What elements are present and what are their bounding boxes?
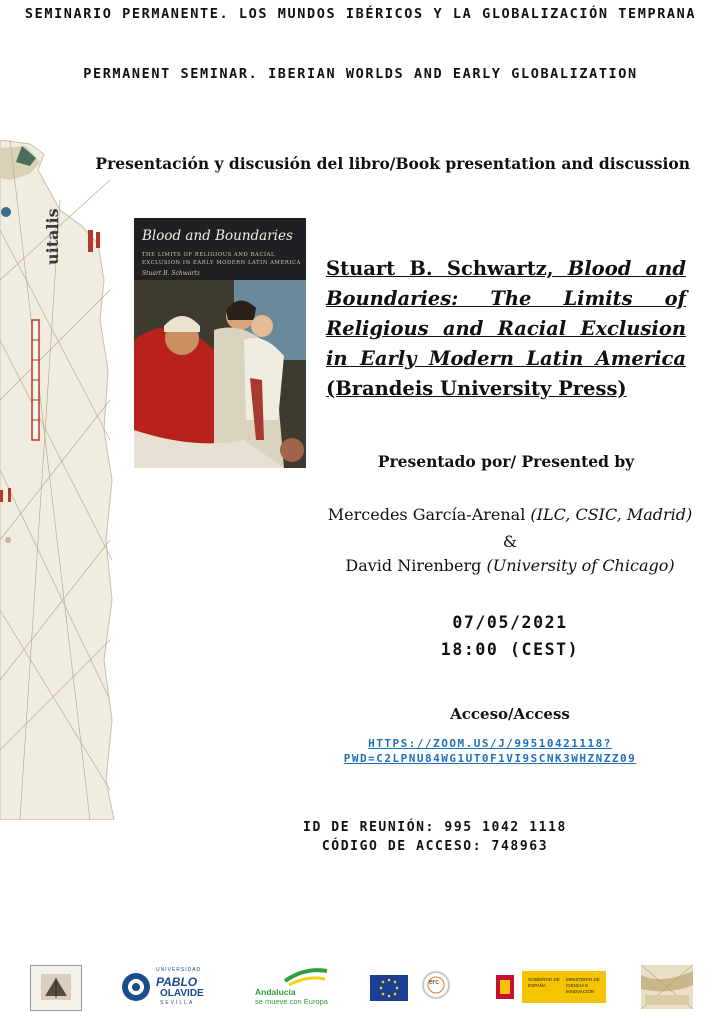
meeting-id: ID DE REUNIÓN: 995 1042 1118: [303, 820, 567, 835]
map-thumbnail-logo: [641, 965, 693, 1009]
zoom-link-password[interactable]: PWD=C2LPNU84WG1UT0F1VI9SCNK3WHZNZZ09: [343, 752, 637, 765]
ministry-label-1: GOBIERNO DE ESPAÑA: [528, 977, 560, 988]
scale-bar-decoration: [32, 320, 39, 440]
access-code: CÓDIGO DE ACCESO: 748963: [321, 839, 549, 854]
ministry-science-logo: [488, 965, 606, 1009]
cover-subtitle: THE LIMITS OF RELIGIOUS AND RACIAL EXCLUSION IN EARLY MODERN LATIN AMERICA: [142, 252, 301, 266]
upo-label-top: UNIVERSIDAD: [156, 967, 202, 973]
presenter-1: [300, 505, 720, 524]
seminar-title-spanish: SEMINARIO PERMANENTE. LOS MUNDOS IBÉRICOS Y LA GLOBALIZACIÓN TEMPRANA: [24, 6, 697, 22]
event-date: 07/05/2021: [452, 613, 568, 632]
book-reference: [326, 254, 686, 404]
book-publisher: (Brandeis University Press): [326, 377, 627, 400]
andalucia-label-2: se mueve con Europa: [255, 997, 328, 1006]
event-type-heading: Presentación y discusión del libro/Book presentation and discussion: [95, 154, 690, 173]
presenter-2: [300, 556, 720, 575]
pablo-olavide-university-logo: [120, 965, 210, 1009]
andalucia-label-1: Andalucía: [255, 987, 296, 997]
book-cover-image: [134, 218, 306, 468]
ampersand: &: [502, 532, 518, 551]
presenter-name: David Nirenberg: [345, 556, 482, 575]
book-title: Blood and Boundaries: The Limits of Religious and Racial Exclusion in Early Modern Latin America: [326, 257, 686, 370]
andalucia-europa-logo: [255, 965, 330, 1009]
seminar-logo: [30, 965, 82, 1011]
access-label: Acceso/Access: [450, 705, 570, 723]
upo-label-main-1: PABLO: [156, 975, 198, 989]
event-time: 18:00 (CEST): [440, 640, 580, 659]
presented-by-label: Presentado por/ Presented by: [377, 452, 635, 471]
cover-title: Blood and Boundaries: [142, 228, 293, 244]
eu-erc-logo: [370, 965, 456, 1009]
presenter-affiliation: (University of Chicago): [486, 556, 675, 575]
cover-painting: [134, 280, 306, 468]
cover-author: Stuart B. Schwartz: [142, 270, 200, 277]
ministry-label-2: MINISTERIO DE CIENCIA E INNOVACIÓN: [566, 977, 600, 994]
upo-label-bottom: SEVILLA: [160, 1000, 195, 1006]
presenter-affiliation: (ILC, CSIC, Madrid): [530, 505, 693, 524]
portolan-map-decoration: [0, 140, 125, 820]
map-label: uitalis: [43, 208, 62, 265]
seminar-title-english: PERMANENT SEMINAR. IBERIAN WORLDS AND EARLY GLOBALIZATION: [83, 66, 638, 82]
book-author: Stuart B. Schwartz,: [326, 257, 554, 280]
erc-label: erc: [429, 979, 439, 986]
zoom-link[interactable]: HTTPS://ZOOM.US/J/99510421118?: [368, 737, 612, 750]
presenter-name: Mercedes García-Arenal: [327, 505, 526, 524]
upo-label-main-2: OLAVIDE: [160, 988, 204, 999]
